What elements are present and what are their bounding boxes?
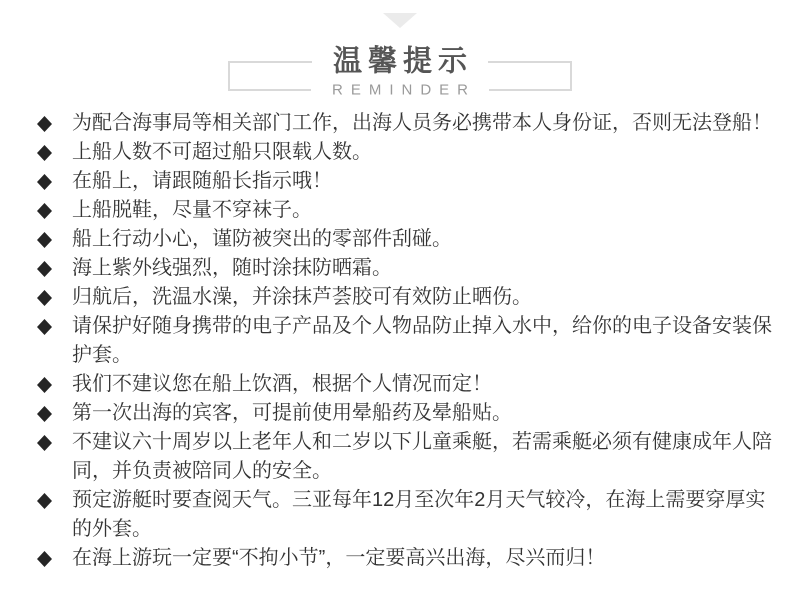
list-item [37, 196, 800, 225]
list-item [37, 486, 800, 544]
list-item [37, 399, 800, 428]
title-box [228, 45, 572, 99]
list-item [37, 167, 800, 196]
diamond-bullet-icon [37, 290, 52, 306]
list-item [37, 312, 800, 370]
diamond-bullet-icon [37, 145, 52, 161]
reminder-text: 船上行动小心，谨防被突出的零部件刮碰。 [72, 228, 452, 250]
reminder-text: 在船上，请跟随船长指示哦！ [72, 170, 332, 192]
diamond-bullet-icon [37, 551, 52, 567]
reminder-text: 请保护好随身携带的电子产品及个人物品防止掉入水中，给你的电子设备安装保护套。 [72, 315, 772, 366]
list-item [37, 109, 800, 138]
reminder-text: 不建议六十周岁以上老年人和二岁以下儿童乘艇，若需乘艇必须有健康成年人陪同，并负责被陪同人的安全。 [72, 431, 772, 482]
diamond-bullet-icon [37, 319, 52, 335]
page-subtitle: REMINDER [311, 83, 489, 98]
reminder-notice-page [0, 13, 800, 573]
reminder-text: 我们不建议您在船上饮酒，根据个人情况而定！ [72, 373, 492, 395]
diamond-bullet-icon [37, 174, 52, 190]
list-item [37, 254, 800, 283]
diamond-bullet-icon [37, 377, 52, 393]
list-item [37, 370, 800, 399]
list-item [37, 283, 800, 312]
diamond-bullet-icon [37, 435, 52, 451]
list-item [37, 138, 800, 167]
reminder-text: 上船脱鞋，尽量不穿袜子。 [72, 199, 312, 221]
diamond-bullet-icon [37, 203, 52, 219]
reminder-text: 归航后，洗温水澡，并涂抹芦荟胶可有效防止晒伤。 [72, 286, 532, 308]
list-item [37, 225, 800, 254]
reminder-header [0, 13, 800, 99]
reminder-text: 海上紫外线强烈，随时涂抹防晒霜。 [72, 257, 392, 279]
diamond-bullet-icon [37, 261, 52, 277]
list-item [37, 428, 800, 486]
diamond-bullet-icon [37, 406, 52, 422]
reminder-text: 第一次出海的宾客，可提前使用晕船药及晕船贴。 [72, 402, 512, 424]
diamond-bullet-icon [37, 493, 52, 509]
reminder-text: 上船人数不可超过船只限载人数。 [72, 141, 372, 163]
reminder-text: 预定游艇时要查阅天气。三亚每年12月至次年2月天气较冷，在海上需要穿厚实的外套。 [72, 489, 766, 540]
chevron-down-icon [383, 13, 417, 28]
reminder-text: 为配合海事局等相关部门工作，出海人员务必携带本人身份证，否则无法登船！ [72, 112, 772, 134]
diamond-bullet-icon [37, 116, 52, 132]
reminder-text: 在海上游玩一定要“不拘小节”，一定要高兴出海，尽兴而归！ [72, 547, 606, 569]
diamond-bullet-icon [37, 232, 52, 248]
reminder-list [37, 109, 800, 573]
page-title: 温馨提示 [312, 48, 488, 77]
list-item [37, 544, 800, 573]
